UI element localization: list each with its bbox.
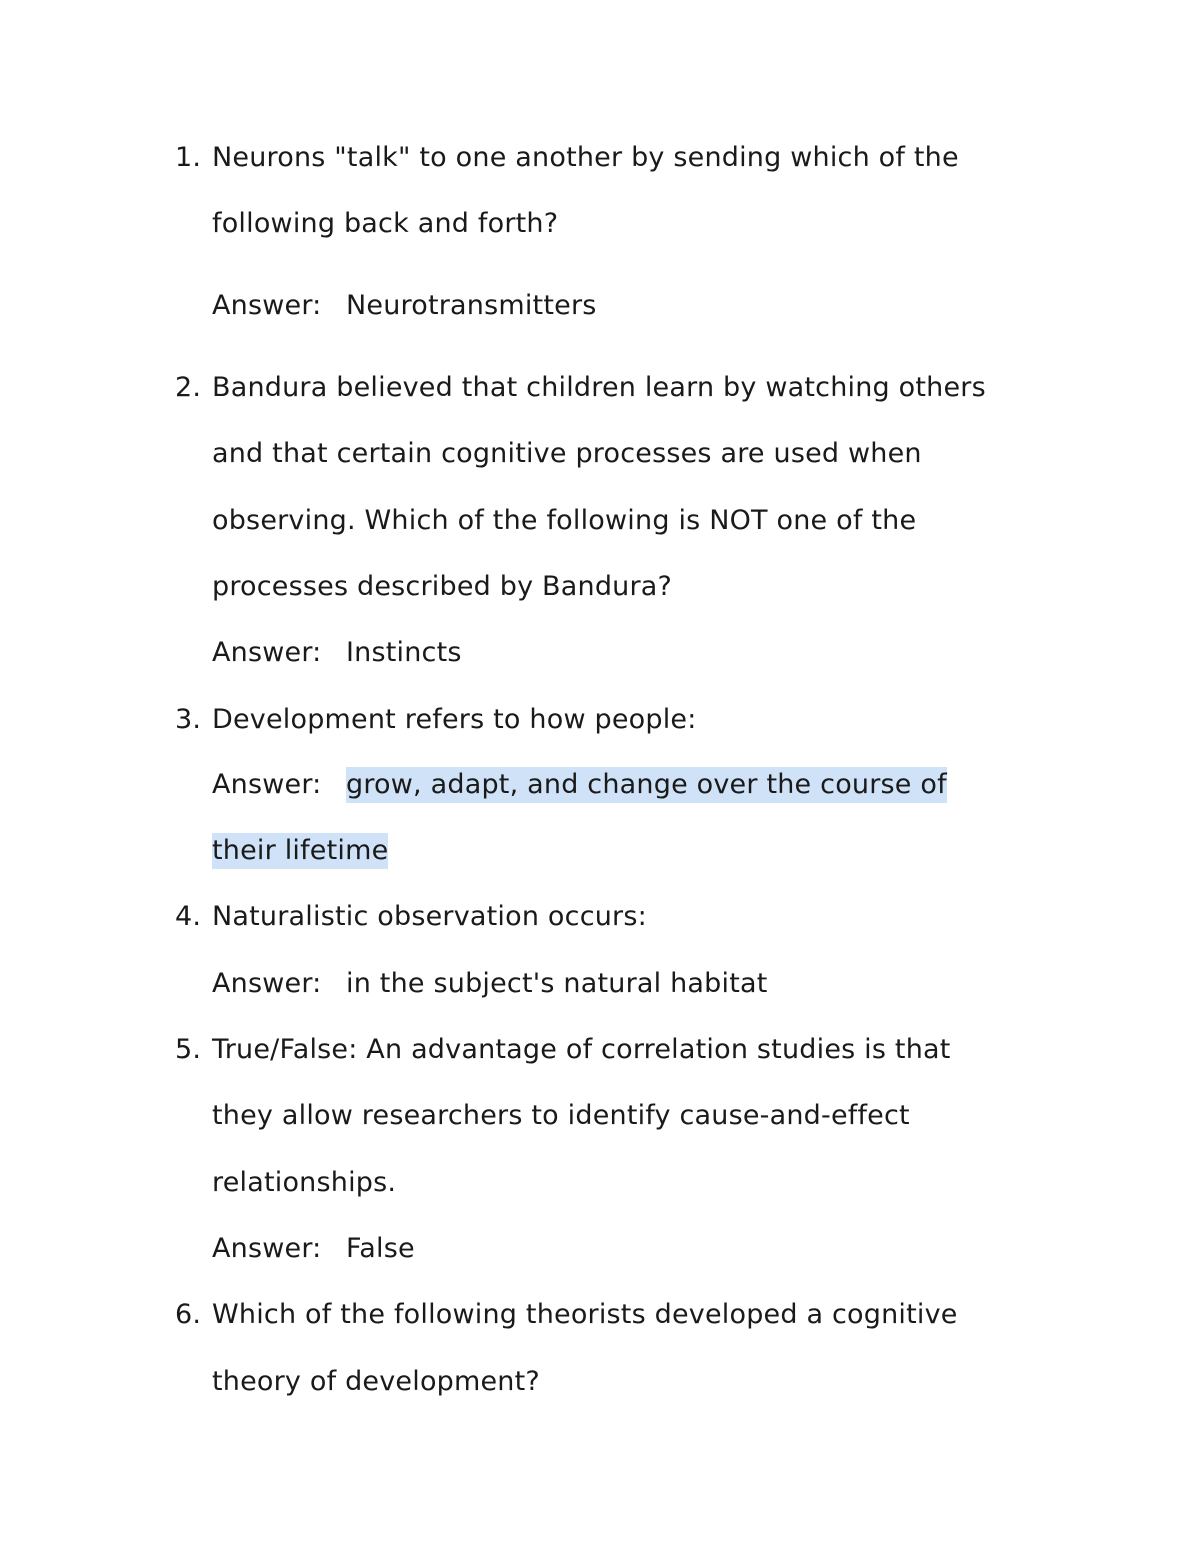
question-6-line-2: theory of development? bbox=[212, 1366, 540, 1397]
answer-4-value: in the subject's natural habitat bbox=[346, 968, 768, 999]
question-6-line-1: Which of the following theorists developed a cognitive bbox=[212, 1299, 958, 1330]
answer-4-label: Answer: bbox=[212, 968, 322, 999]
question-6-number: 6. bbox=[175, 1299, 202, 1330]
answer-1-label: Answer: bbox=[212, 290, 322, 321]
question-1-number: 1. bbox=[175, 142, 202, 173]
question-2-line-3: observing. Which of the following is NOT one of the bbox=[212, 505, 917, 536]
question-2-number: 2. bbox=[175, 372, 202, 403]
question-5-line-3: relationships. bbox=[212, 1167, 397, 1198]
question-5-line-2: they allow researchers to identify cause-and-effect bbox=[212, 1100, 910, 1131]
question-1-line-2: following back and forth? bbox=[212, 208, 559, 239]
answer-3-value-line-2[interactable]: their lifetime bbox=[212, 833, 388, 869]
question-5-line-1: True/False: An advantage of correlation studies is that bbox=[212, 1034, 951, 1065]
answer-1-value: Neurotransmitters bbox=[346, 290, 597, 321]
question-4-line-1: Naturalistic observation occurs: bbox=[212, 901, 647, 932]
question-3-line-1: Development refers to how people: bbox=[212, 704, 697, 735]
question-2-line-1: Bandura believed that children learn by watching others bbox=[212, 372, 986, 403]
answer-3-value-line-1[interactable]: grow, adapt, and change over the course of bbox=[346, 767, 947, 803]
answer-3-label: Answer: bbox=[212, 769, 322, 800]
question-4-number: 4. bbox=[175, 901, 202, 932]
question-2-line-2: and that certain cognitive processes are used when bbox=[212, 438, 922, 469]
answer-5-value: False bbox=[346, 1233, 415, 1264]
answer-2-label: Answer: bbox=[212, 637, 322, 668]
question-5-number: 5. bbox=[175, 1034, 202, 1065]
question-1-line-1: Neurons "talk" to one another by sending which of the bbox=[212, 142, 959, 173]
question-3-number: 3. bbox=[175, 704, 202, 735]
answer-2-value: Instincts bbox=[346, 637, 462, 668]
answer-5-label: Answer: bbox=[212, 1233, 322, 1264]
question-2-line-4: processes described by Bandura? bbox=[212, 571, 673, 602]
